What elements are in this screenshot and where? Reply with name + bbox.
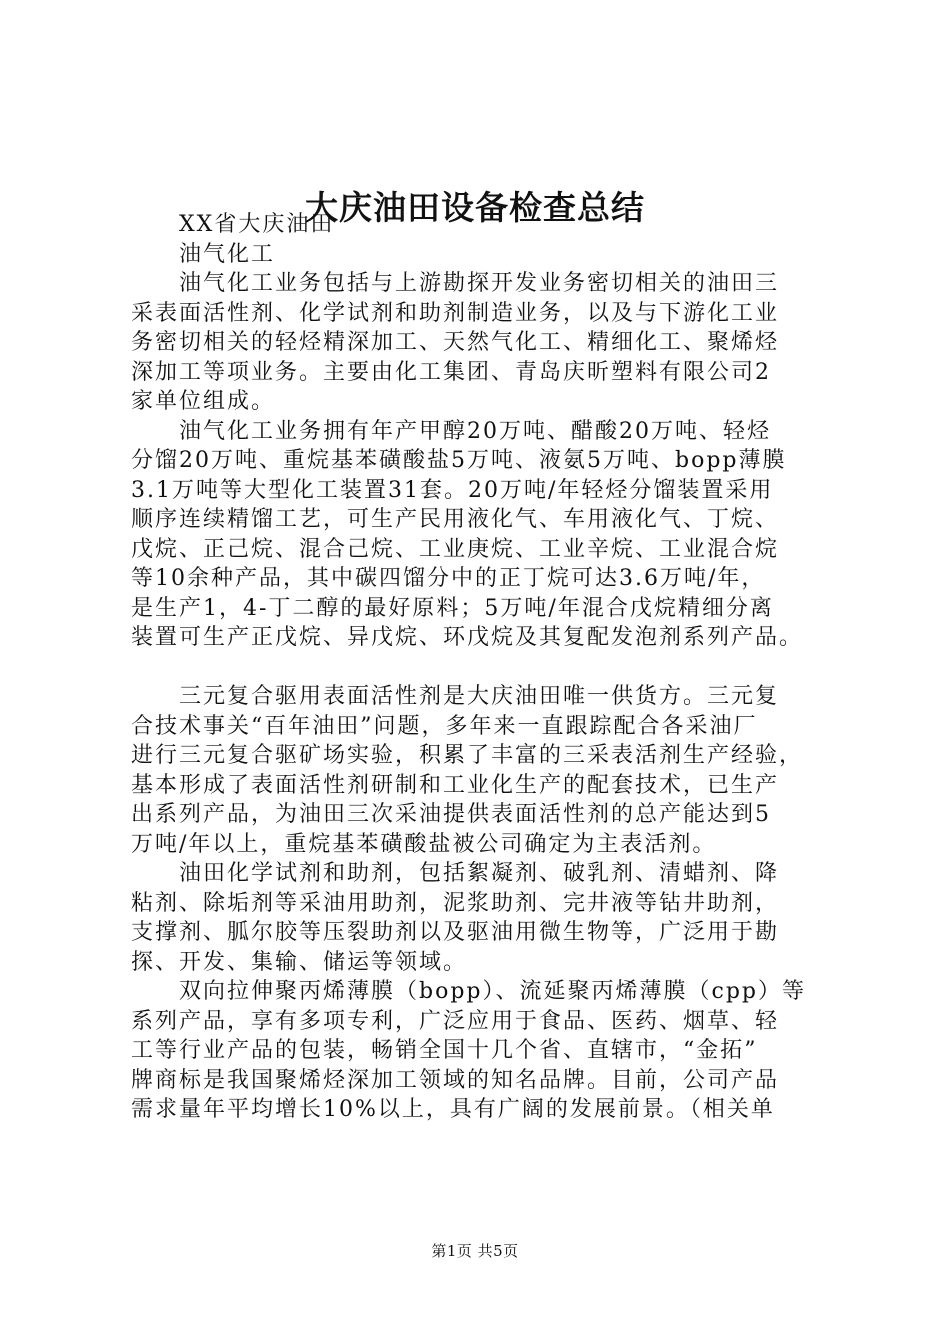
text-line: 合技术事关“百年油田”问题，多年来一直跟踪配合各采油厂 [131, 713, 758, 739]
text-line: 装置可生产正戊烷、异戊烷、环戊烷及其复配发泡剂系列产品。 [131, 625, 804, 650]
text-line: 油气化工业务拥有年产甲醇20万吨、醋酸20万吨、轻烃 [179, 418, 771, 444]
text-line: 油气化工 [179, 241, 276, 267]
text-line: 工等行业产品的包装，畅销全国十几个省、直辖市，“金拓” [131, 1038, 758, 1063]
page-footer: 第1页 共5页 [431, 1242, 519, 1260]
text-line: 务密切相关的轻烃精深加工、天然气化工、精细化工、聚烯烃 [131, 330, 780, 355]
text-line: 等10余种产品，其中碳四馏分中的正丁烷可达3.6万吨/年， [131, 566, 766, 591]
text-line: 顺序连续精馏工艺，可生产民用液化气、车用液化气、丁烷、 [131, 507, 780, 532]
text-line: 3.1万吨等大型化工装置31套。20万吨/年轻烃分馏装置采用 [131, 477, 774, 503]
text-line: 进行三元复合驱矿场实验，积累了丰富的三采表活剂生产经验， [131, 743, 804, 768]
text-line: 粘剂、除垢剂等采油用助剂，泥浆助剂、完井液等钻井助剂， [131, 890, 780, 916]
text-line: 深加工等项业务。主要由化工集团、青岛庆昕塑料有限公司2 [131, 359, 771, 385]
text-line: 支撑剂、胍尔胶等压裂助剂以及驱油用微生物等，广泛用于勘 [131, 920, 780, 945]
text-line: 双向拉伸聚丙烯薄膜（bopp）、流延聚丙烯薄膜（cpp）等 [179, 979, 806, 1004]
text-line: 油气化工业务包括与上游勘探开发业务密切相关的油田三 [179, 271, 780, 296]
paragraph-spacer [131, 653, 831, 683]
text-line: 油田化学试剂和助剂，包括絮凝剂、破乳剂、清蜡剂、降 [179, 861, 780, 886]
text-line: 基本形成了表面活性剂研制和工业化生产的配套技术，已生产 [131, 772, 780, 798]
document-title: 大庆油田设备检查总结 [305, 188, 645, 227]
text-line: 三元复合驱用表面活性剂是大庆油田唯一供货方。三元复 [179, 684, 780, 709]
text-line: 采表面活性剂、化学试剂和助剂制造业务，以及与下游化工业 [131, 300, 780, 326]
text-line: 系列产品，享有多项专利，广泛应用于食品、医药、烟草、轻 [131, 1008, 780, 1034]
text-line: 出系列产品，为油田三次采油提供表面活性剂的总产能达到5 [131, 802, 771, 827]
text-line: 家单位组成。 [131, 389, 276, 414]
text-line: 万吨/年以上，重烷基苯磺酸盐被公司确定为主表活剂。 [131, 831, 717, 857]
text-line: XX省大庆油田 [179, 212, 335, 237]
text-line: 是生产1，4-丁二醇的最好原料；5万吨/年混合戊烷精细分离 [131, 595, 774, 621]
text-line: 分馏20万吨、重烷基苯磺酸盐5万吨、液氨5万吨、bopp薄膜 [131, 448, 787, 473]
document-body [131, 210, 831, 1125]
text-line: 戊烷、正己烷、混合己烷、工业庚烷、工业辛烷、工业混合烷 [131, 536, 780, 562]
text-line: 牌商标是我国聚烯烃深加工领域的知名品牌。目前，公司产品 [131, 1067, 780, 1093]
text-line: 探、开发、集输、储运等领域。 [131, 949, 468, 975]
text-line: 需求量年平均增长10%以上，具有广阔的发展前景。（相关单 [131, 1097, 775, 1122]
